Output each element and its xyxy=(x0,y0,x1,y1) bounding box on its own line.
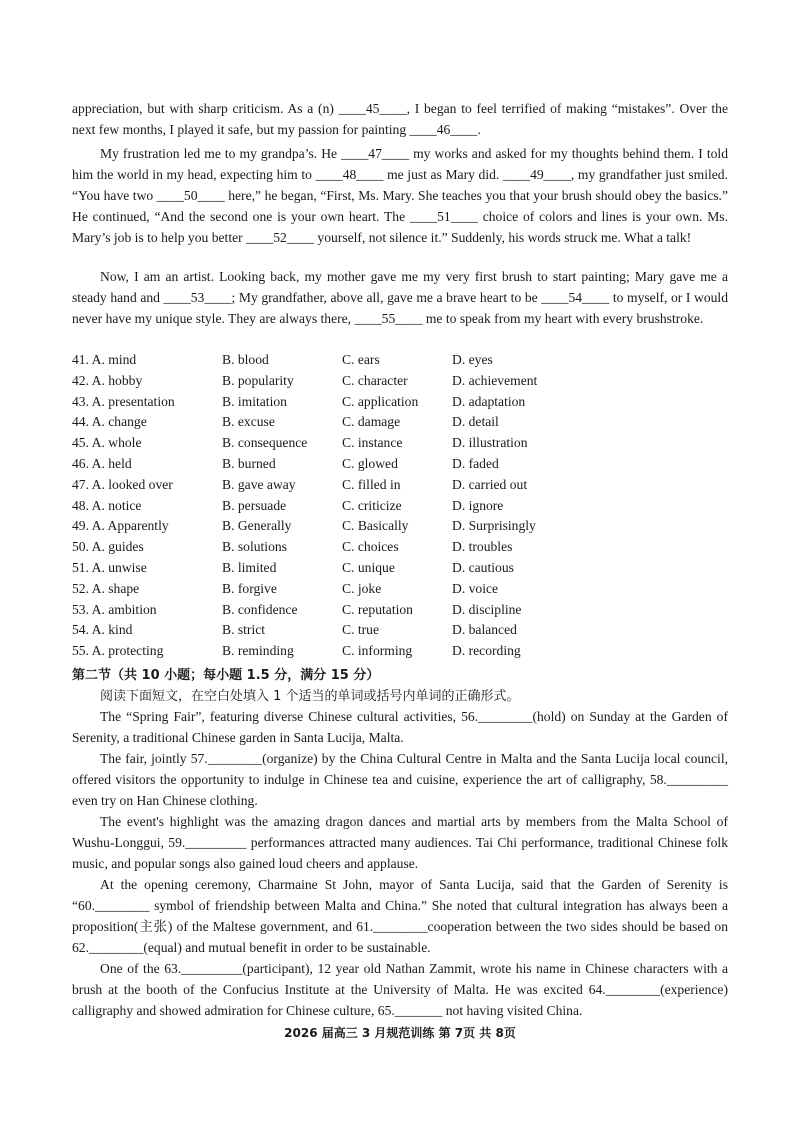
option-choice: D. balanced xyxy=(452,622,517,638)
option-choice: 46. A. held xyxy=(72,455,132,471)
option-choice: 54. A. kind xyxy=(72,622,133,638)
cloze-paragraph-1: appreciation, but with sharp criticism. As a (n) ____45____, I began to feel terrified of making “mistakes”. Over the next few months, I played it safe, but my passion for painting ____46____. xyxy=(72,101,728,137)
option-choice: B. imitation xyxy=(222,393,287,409)
option-choice: B. Generally xyxy=(222,518,292,534)
option-choice: B. gave away xyxy=(222,476,296,492)
option-choice: B. strict xyxy=(222,622,266,638)
option-choice: B. consequence xyxy=(222,435,308,451)
option-choice: 53. A. ambition xyxy=(72,601,157,617)
option-choice: 44. A. change xyxy=(72,414,147,430)
option-row xyxy=(72,641,728,662)
option-row xyxy=(72,620,728,641)
option-choice: 42. A. hobby xyxy=(72,372,143,388)
option-row xyxy=(72,496,728,517)
option-choice: D. Surprisingly xyxy=(452,518,536,534)
option-choice: B. persuade xyxy=(222,497,287,513)
option-row xyxy=(72,537,728,558)
option-choice: B. blood xyxy=(222,352,269,367)
option-choice: 47. A. looked over xyxy=(72,476,173,492)
option-choice: C. filled in xyxy=(342,476,401,492)
option-row xyxy=(72,433,728,454)
option-row xyxy=(72,475,728,496)
section-2-instruction: 阅读下面短文，在空白处填入 1 个适当的单词或括号内单词的正确形式。 xyxy=(100,689,520,704)
option-row xyxy=(72,600,728,621)
option-choice: D. faded xyxy=(452,455,499,471)
option-choice: 45. A. whole xyxy=(72,435,142,451)
option-choice: C. instance xyxy=(342,435,403,451)
option-choice: D. ignore xyxy=(452,497,504,513)
option-choice: B. excuse xyxy=(222,414,275,430)
section-2-title: 第二节（共 10 小题；每小题 1.5 分，满分 15 分） xyxy=(72,668,380,683)
option-choice: D. voice xyxy=(452,580,499,596)
grammar-paragraph-1: The “Spring Fair”, featuring diverse Chinese cultural activities, 56.________(hold) on Sunday at the Garden of Serenity, a traditional Chinese garden in Santa Lucija, Malta. xyxy=(72,709,728,745)
option-choice: C. Basically xyxy=(342,518,409,534)
option-choice: B. popularity xyxy=(222,372,294,388)
option-choice: 55. A. protecting xyxy=(72,643,164,659)
option-choice: D. eyes xyxy=(452,352,493,367)
option-row xyxy=(72,350,728,371)
option-choice: C. criticize xyxy=(342,497,402,513)
option-choice: D. troubles xyxy=(452,539,513,555)
grammar-paragraph-2: The fair, jointly 57.________(organize) by the China Cultural Centre in Malta and the Santa Lucija local council, offered visitors the opportunity to indulge in Chinese tea and cuisine, experience the art of calligraphy, 58._________ even try on Han Chinese clothing. xyxy=(72,751,728,808)
option-choice: B. limited xyxy=(222,559,277,575)
option-choice: D. carried out xyxy=(452,476,528,492)
option-row xyxy=(72,558,728,579)
option-choice: B. forgive xyxy=(222,580,277,596)
option-choice: 41. A. mind xyxy=(72,352,137,367)
option-choice: C. reputation xyxy=(342,601,413,617)
option-choice: D. recording xyxy=(452,643,521,659)
option-choice: B. solutions xyxy=(222,539,287,555)
option-choice: D. cautious xyxy=(452,559,514,575)
option-choice: 49. A. Apparently xyxy=(72,518,169,534)
option-choice: B. confidence xyxy=(222,601,298,617)
option-choice: D. detail xyxy=(452,414,499,430)
option-choice: C. glowed xyxy=(342,455,398,471)
option-choice: C. unique xyxy=(342,559,395,575)
option-row xyxy=(72,579,728,600)
option-row xyxy=(72,454,728,475)
option-choice: C. joke xyxy=(342,580,382,596)
option-choice: C. informing xyxy=(342,643,413,659)
cloze-paragraph-3: Now, I am an artist. Looking back, my mother gave me my very first brush to start painting; Mary gave me a steady hand and ____53____; My grandfather, above all, gave me a brave heart to be ____54____ to myself, or I would never have my unique style. They are always there, ____55____ me to speak from my heart with every brushstroke. xyxy=(72,269,728,326)
option-choice: B. burned xyxy=(222,455,276,471)
option-choice: B. reminding xyxy=(222,643,294,659)
cloze-paragraph-2: My frustration led me to my grandpa’s. He ____47____ my works and asked for my thoughts behind them. I told him the world in my head, expecting him to ____48____ me just as Mary did. ____49____, my grandfather just smiled. “You have two ____50____ here,” he began, “First, Ms. Mary. She teaches you that your brush should obey the basics.” He continued, “And the second one is your own heart. The ____51____ choice of colors and lines is your own. Ms. Mary’s job is to help you better ____52____ yourself, not silence it.” Suddenly, his words struck me. What a talk! xyxy=(72,146,728,245)
option-row xyxy=(72,371,728,392)
option-row xyxy=(72,516,728,537)
option-choice: 52. A. shape xyxy=(72,580,140,596)
option-choice: C. ears xyxy=(342,352,380,367)
option-choice: C. true xyxy=(342,622,379,638)
option-choice: 43. A. presentation xyxy=(72,393,175,409)
option-choice: D. achievement xyxy=(452,372,538,388)
cloze-options-list xyxy=(72,350,728,662)
option-choice: 51. A. unwise xyxy=(72,559,147,575)
option-choice: D. discipline xyxy=(452,601,522,617)
grammar-paragraph-5: One of the 63._________(participant), 12 year old Nathan Zammit, wrote his name in Chinese characters with a brush at the booth of the Confucius Institute at the University of Malta. He was excited 64.________(experience) calligraphy and showed admiration for Chinese culture, 65._______ not having visited China. xyxy=(72,961,728,1018)
option-choice: D. adaptation xyxy=(452,393,526,409)
option-row xyxy=(72,412,728,433)
option-choice: 50. A. guides xyxy=(72,539,144,555)
option-choice: C. character xyxy=(342,372,408,388)
option-choice: 48. A. notice xyxy=(72,497,142,513)
option-row xyxy=(72,392,728,413)
option-choice: D. illustration xyxy=(452,435,528,451)
option-choice: C. application xyxy=(342,393,419,409)
page-footer: 2026 届高三 3 月规范训练 第 7页 共 8页 xyxy=(284,1026,516,1040)
option-choice: C. choices xyxy=(342,539,399,555)
grammar-paragraph-4: At the opening ceremony, Charmaine St John, mayor of Santa Lucija, said that the Garden of Serenity is “60.________ symbol of friendship between Malta and China.” She noted that cultural integration has always been a proposition(主张) of the Maltese government, and 61.________cooperation between the two sides should be based on 62.________(equal) and mutual benefit in order to be sustainable. xyxy=(72,877,728,955)
option-choice: C. damage xyxy=(342,414,401,430)
grammar-paragraph-3: The event's highlight was the amazing dragon dances and martial arts by members from the Malta School of Wushu-Longgui, 59._________ performances attracted many audiences. Tai Chi performance, traditional Chinese folk music, and popular songs also gained loud cheers and applause. xyxy=(72,814,728,871)
